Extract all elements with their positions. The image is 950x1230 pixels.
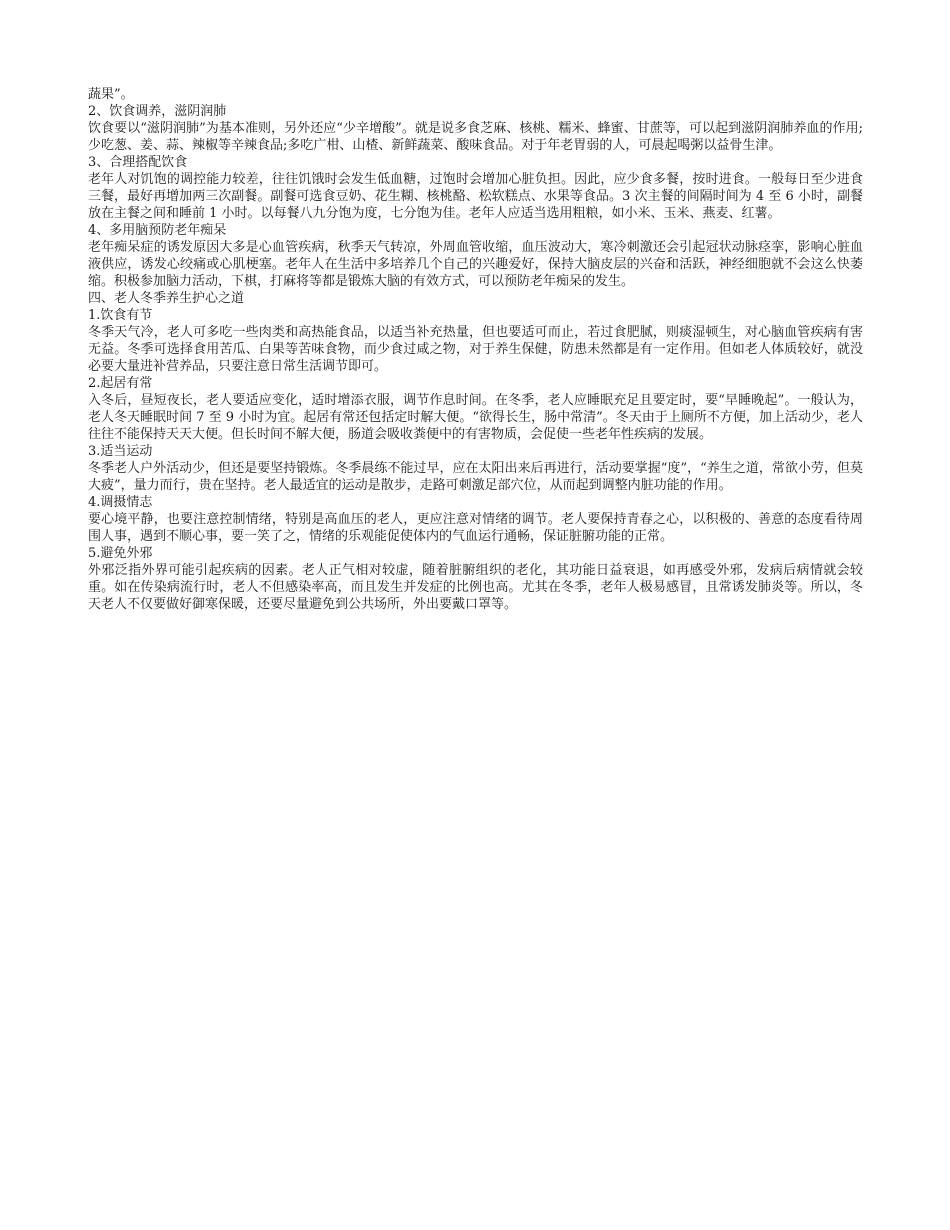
- part-4-item-4-heading: 4.调摄情志: [88, 495, 153, 510]
- part-4-item-2-body: 入冬后，昼短夜长，老人要适应变化，适时增添衣服，调节作息时间。在冬季，老人应睡眠充足且要定时，要“早睡晚起”。一般认为，老人冬天睡眠时间 7 至 9 小时为宜。起居有常还包括定时解大便。“欲得长生，肠中常清”。冬天由于上厕所不方便，加上活动少，老人往往不能保持天天大便。但长时间不解大便，肠道会吸收粪便中的有害物质，会促使一些老年性疾病的发展。: [88, 393, 863, 442]
- part-4-item-5-body: 外邪泛指外界可能引起疾病的因素。老人正气相对较虚，随着脏腑组织的老化，其功能日益衰退，如再感受外邪，发病后病情就会较重。如在传染病流行时，老人不但感染率高，而且发生并发症的比例也高。尤其在冬季，老年人极易感冒，且常诱发肺炎等。所以，冬天老人不仅要做好御寒保暖，还要尽量避免到公共场所，外出要戴口罩等。: [88, 563, 863, 612]
- part-4-item-4-body: 要心境平静，也要注意控制情绪，特别是高血压的老人，更应注意对情绪的调节。老人要保持青春之心，以积极的、善意的态度看待周围人事，遇到不顺心事，要一笑了之，情绪的乐观能促使体内的气血运行通畅，保证脏腑功能的正常。: [88, 512, 863, 544]
- part-4-item-3-heading: 3.适当运动: [88, 444, 153, 459]
- section-2-heading: 2、饮食调养，滋阴润肺: [88, 104, 227, 119]
- part-4-item-1-heading: 1.饮食有节: [88, 308, 153, 323]
- section-2-body: 饮食要以“滋阴润肺”为基本准则，另外还应“少辛增酸”。就是说多食芝麻、核桃、糯米、蜂蜜、甘蔗等，可以起到滋阴润肺养血的作用;少吃葱、姜、蒜、辣椒等辛辣食品;多吃广柑、山楂、新鲜蔬菜、酸味食品。对于年老胃弱的人，可晨起喝粥以益骨生津。: [88, 121, 863, 153]
- section-4-body: 老年痴呆症的诱发原因大多是心血管疾病，秋季天气转凉，外周血管收缩，血压波动大，寒冷刺激还会引起冠状动脉痉挛，影响心脏血液供应，诱发心绞痛或心肌梗塞。老年人在生活中多培养几个自己的兴趣爱好，保持大脑皮层的兴奋和活跃，神经细胞就不会这么快萎缩。积极参加脑力活动，下棋，打麻将等都是锻炼大脑的有效方式，可以预防老年痴呆的发生。: [88, 240, 863, 289]
- section-4-heading: 4、多用脑预防老年痴呆: [88, 223, 227, 238]
- part-4-item-1-body: 冬季天气冷，老人可多吃一些肉类和高热能食品，以适当补充热量，但也要适可而止，若过食肥腻，则痰湿顿生，对心脑血管疾病有害无益。冬季可选择食用苦瓜、白果等苦味食物，而少食过咸之物，对于养生保健，防患未然都是有一定作用。但如老人体质较好，就没必要大量进补营养品，只要注意日常生活调节即可。: [88, 325, 863, 374]
- part-4-item-5-heading: 5.避免外邪: [88, 546, 153, 561]
- part-4-item-2-heading: 2.起居有常: [88, 376, 153, 391]
- document-page: [88, 86, 863, 613]
- part-4-heading: 四、老人冬季养生护心之道: [88, 291, 245, 306]
- intro-tail-text: 蔬果”。: [88, 87, 134, 102]
- section-3-body: 老年人对饥饱的调控能力较差，往往饥饿时会发生低血糖，过饱时会增加心脏负担。因此，应少食多餐，按时进食。一般每日至少进食三餐，最好再增加两三次副餐。副餐可选食豆奶、花生糊、核桃酪、松软糕点、水果等食品。3 次主餐的间隔时间为 4 至 6 小时，副餐放在主餐之间和睡前 1 小时。以每餐八九分饱为度，七分饱为佳。老年人应适当选用粗粮，如小米、玉米、燕麦、红薯。: [88, 172, 863, 221]
- section-3-heading: 3、合理搭配饮食: [88, 155, 188, 170]
- part-4-item-3-body: 冬季老人户外活动少，但还是要坚持锻炼。冬季晨练不能过早，应在太阳出来后再进行，活动要掌握“度”，“养生之道，常欲小劳，但莫大疲”，量力而行，贵在坚持。老人最适宜的运动是散步，走路可刺激足部穴位，从而起到调整内脏功能的作用。: [88, 461, 863, 493]
